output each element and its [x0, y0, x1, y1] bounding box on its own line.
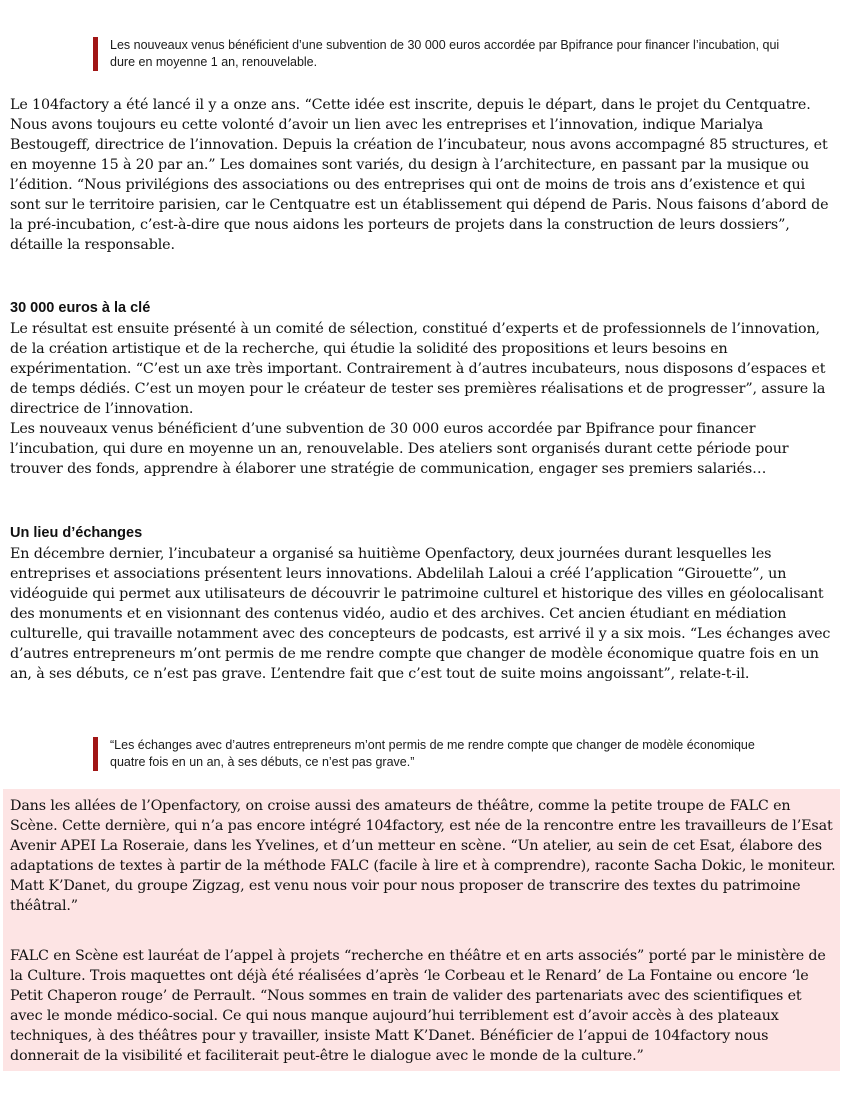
section-heading: 30 000 euros à la clé: [10, 300, 151, 316]
pullquote-subsidy: [93, 37, 790, 71]
pullquote-text: Les nouveaux venus bénéficient d’une subvention de 30 000 euros accordée par Bpifrance pour financer l’incubation, qui dure en moyenne 1 an, renouvelable.: [110, 38, 780, 69]
body-paragraph: Les nouveaux venus bénéficient d’une subvention de 30 000 euros accordée par Bpifrance pour financer l’incubation, qui dure en moyenne un an, renouvelable. Des ateliers sont organisés durant cette période pour trouver des fonds, apprendre à élaborer une stratégie de communication, engager ses premiers salariés…: [10, 421, 789, 477]
pullquote-text: “Les échanges avec d’autres entrepreneurs m’ont permis de me rendre compte que changer de modèle économique quatre fois en un an, à ses débuts, ce n’est pas grave.”: [110, 738, 755, 769]
box-paragraph: Dans les allées de l’Openfactory, on croise aussi des amateurs de théâtre, comme la petite troupe de FALC en Scène. Cette dernière, qui n’a pas encore intégré 104factory, est née de la rencontre entre les travailleurs de l’Esat Avenir APEI La Roseraie, dans les Yvelines, et d’un metteur en scène. “Un atelier, au sein de cet Esat, élabore des adaptations de textes à partir de la méthode FALC (facile à lire et à comprendre), raconte Sacha Dokic, le moniteur. Matt K’Danet, du groupe Zigzag, est venu nous voir pour nous proposer de transcrire des textes du patrimoine théâtral.”: [10, 798, 836, 914]
body-paragraph: Le résultat est ensuite présenté à un comité de sélection, constitué d’experts et de professionnels de l’innovation, de la création artistique et de la recherche, qui étudie la solidité des propositions et leurs besoins en expérimentation. “C’est un axe très important. Contrairement à d’autres incubateurs, nous disposons d’espaces et de temps dédiés. C’est un moyen pour le créateur de tester ses premières réalisations et de progresser”, assure la directrice de l’innovation.: [10, 321, 826, 417]
body-paragraph: En décembre dernier, l’incubateur a organisé sa huitième Openfactory, deux journées durant lesquelles les entreprises et associations présentent leurs innovations. Abdelilah Laloui a créé l’application “Girouette”, un vidéoguide qui permet aux utilisateurs de découvrir le patrimoine culturel et historique des villes en géolocalisant des monuments et en visionnant des contenus vidéo, audio et des archives. Cet ancien étudiant en médiation culturelle, qui travaille notamment avec des concepteurs de podcasts, est arrivé il y a six mois. “Les échanges avec d’autres entrepreneurs m’ont permis de me rendre compte que changer de modèle économique quatre fois en un an, à ses débuts, ce n’est pas grave. L’entendre fait que c’est tout de suite moins angoissant”, relate-t-il.: [10, 546, 831, 682]
quote-bar: [93, 737, 98, 771]
body-paragraph: Le 104factory a été lancé il y a onze ans. “Cette idée est inscrite, depuis le départ, dans le projet du Centquatre. Nous avons toujours eu cette volonté d’avoir un lien avec les entreprises et l’innovation, indique Marialya Bestougeff, directrice de l’innovation. Depuis la création de l’incubateur, nous avons accompagné 85 structures, et en moyenne 15 à 20 par an.” Les domaines sont variés, du design à l’architecture, en passant par la musique ou l’édition. “Nous privilégions des associations ou des entreprises qui ont de moins de trois ans d’existence et qui sont sur le territoire parisien, car le Centquatre est un établissement qui dépend de Paris. Nous faisons d’abord de la pré-incubation, c’est-à-dire que nous aidons les porteurs de projets dans la construction de leurs dossiers”, détaille la responsable.: [10, 97, 829, 253]
quote-bar: [93, 37, 98, 71]
pullquote-exchanges: [93, 737, 790, 771]
box-paragraph: FALC en Scène est lauréat de l’appel à projets “recherche en théâtre et en arts associés” porté par le ministère de la Culture. Trois maquettes ont déjà été réalisées d’après ‘le Corbeau et le Renard’ de La Fontaine ou encore ‘le Petit Chaperon rouge’ de Perrault. “Nous sommes en train de valider des partenariats avec des scientifiques et avec le monde médico-social. Ce qui nous manque aujourd’hui terriblement est d’avoir accès à des plateaux techniques, à des théâtres pour y travailler, insiste Matt K’Danet. Bénéficier de l’appui de 104factory nous donnerait de la visibilité et faciliterait peut-être le dialogue avec le monde de la culture.”: [10, 948, 826, 1064]
section-heading: Un lieu d’échanges: [10, 525, 143, 541]
